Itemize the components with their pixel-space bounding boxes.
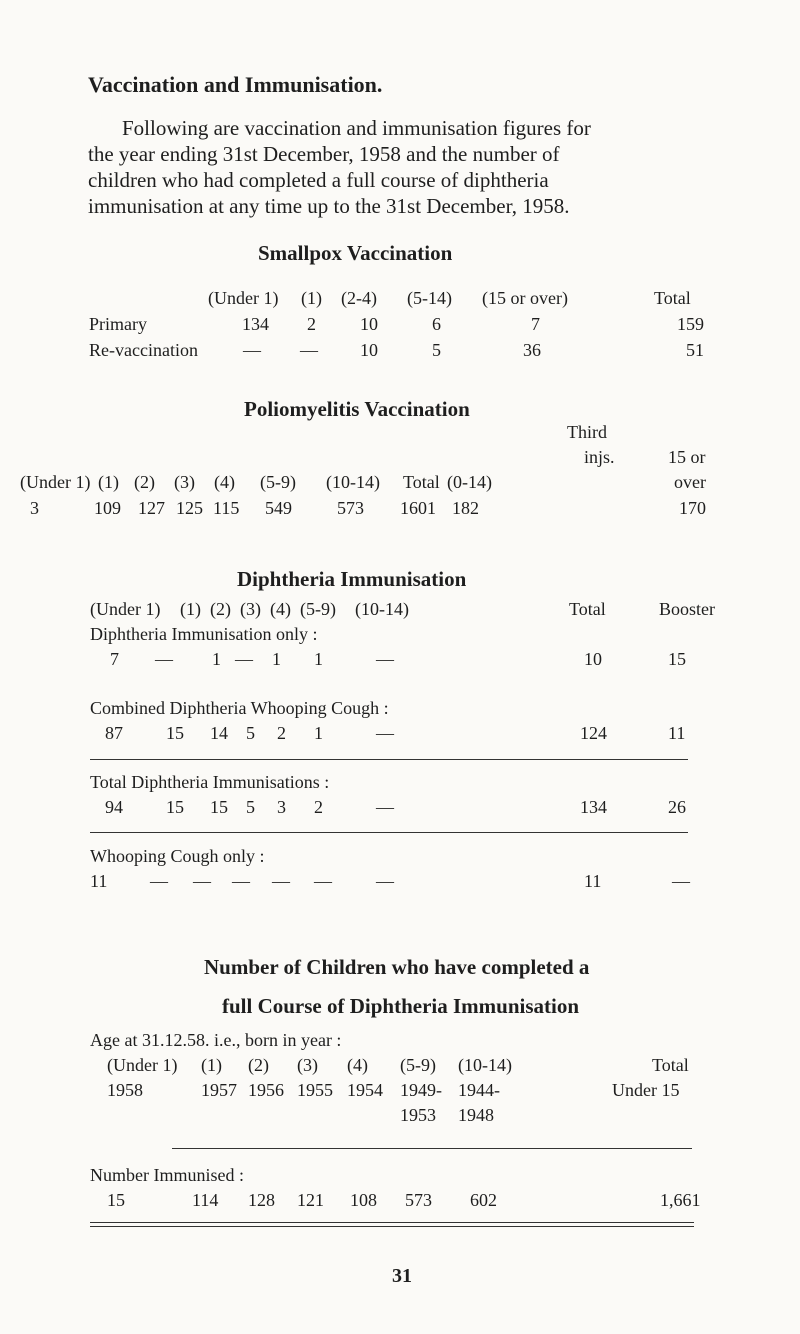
- polio-header: over: [674, 472, 706, 492]
- group-label: Total Diphtheria Immunisations :: [90, 772, 330, 792]
- cell: —: [150, 871, 168, 891]
- polio-header: 15 or: [668, 447, 706, 467]
- diphtheria-header: (10-14): [355, 599, 409, 619]
- cell: 10: [584, 649, 602, 669]
- cell: —: [193, 871, 211, 891]
- smallpox-header: (Under 1): [208, 288, 279, 308]
- cell: 115: [213, 498, 240, 518]
- diphtheria-header: Booster: [659, 599, 715, 619]
- polio-header: Total: [403, 472, 440, 492]
- cell: 3: [277, 797, 286, 817]
- cell: 109: [94, 498, 121, 518]
- cell: 10: [360, 314, 378, 334]
- diphtheria-heading: Diphtheria Immunisation: [237, 567, 467, 591]
- cell: 1949-: [400, 1080, 442, 1100]
- cell: 121: [297, 1190, 324, 1210]
- completed-header: (3): [297, 1055, 318, 1075]
- cell: 14: [210, 723, 228, 743]
- polio-header: (Under 1): [20, 472, 91, 492]
- polio-heading: Poliomyelitis Vaccination: [244, 397, 470, 421]
- cell: 134: [242, 314, 269, 334]
- cell: 1953: [400, 1105, 436, 1125]
- completed-header: (4): [347, 1055, 368, 1075]
- smallpox-header: (2-4): [341, 288, 377, 308]
- cell: 15: [668, 649, 686, 669]
- cell: 127: [138, 498, 165, 518]
- cell: 128: [248, 1190, 275, 1210]
- diphtheria-header: (2): [210, 599, 231, 619]
- cell: 1601: [400, 498, 436, 518]
- cell: 1954: [347, 1080, 383, 1100]
- age-label: Age at 31.12.58. i.e., born in year :: [90, 1030, 342, 1050]
- cell: 1: [314, 649, 323, 669]
- cell: —: [314, 871, 332, 891]
- cell: 87: [105, 723, 123, 743]
- divider: [172, 1148, 692, 1149]
- cell: 1955: [297, 1080, 333, 1100]
- cell: 15: [166, 797, 184, 817]
- cell: 15: [210, 797, 228, 817]
- completed-header: (Under 1): [107, 1055, 178, 1075]
- cell: 5: [246, 797, 255, 817]
- divider: [90, 832, 688, 833]
- cell: 94: [105, 797, 123, 817]
- cell: 1957: [201, 1080, 237, 1100]
- cell: —: [232, 871, 250, 891]
- diphtheria-header: (4): [270, 599, 291, 619]
- cell: 159: [677, 314, 704, 334]
- completed-heading-line-2: full Course of Diphtheria Immunisation: [222, 994, 580, 1018]
- cell: 1956: [248, 1080, 284, 1100]
- polio-header: (1): [98, 472, 119, 492]
- cell: 1: [212, 649, 221, 669]
- divider: [90, 759, 688, 760]
- cell: —: [300, 340, 318, 360]
- diphtheria-header: (Under 1): [90, 599, 161, 619]
- cell: 108: [350, 1190, 377, 1210]
- polio-header: injs.: [584, 447, 615, 467]
- polio-header: (0-14): [447, 472, 492, 492]
- divider: [90, 1226, 694, 1227]
- cell: 602: [470, 1190, 497, 1210]
- polio-header: (5-9): [260, 472, 296, 492]
- intro-line-3: children who had completed a full course of diphtheria: [88, 168, 549, 192]
- cell: 124: [580, 723, 607, 743]
- cell: 1944-: [458, 1080, 500, 1100]
- cell: 170: [679, 498, 706, 518]
- cell: 2: [277, 723, 286, 743]
- cell: —: [243, 340, 261, 360]
- immunised-label: Number Immunised :: [90, 1165, 244, 1185]
- polio-header: (4): [214, 472, 235, 492]
- smallpox-header: (5-14): [407, 288, 452, 308]
- cell: 5: [246, 723, 255, 743]
- cell: 1: [272, 649, 281, 669]
- row-label: Re-vaccination: [89, 340, 198, 360]
- polio-header: Third: [567, 422, 607, 442]
- group-label: Whooping Cough only :: [90, 846, 265, 866]
- cell: 3: [30, 498, 39, 518]
- cell: 573: [405, 1190, 432, 1210]
- cell: 15: [107, 1190, 125, 1210]
- cell: —: [376, 797, 394, 817]
- diphtheria-header: Total: [569, 599, 606, 619]
- cell: 549: [265, 498, 292, 518]
- smallpox-header: (15 or over): [482, 288, 568, 308]
- cell: 1948: [458, 1105, 494, 1125]
- page-title: Vaccination and Immunisation.: [88, 72, 383, 97]
- completed-heading-line-1: Number of Children who have completed a: [204, 955, 590, 979]
- cell: 125: [176, 498, 203, 518]
- cell: 2: [307, 314, 316, 334]
- diphtheria-header: (5-9): [300, 599, 336, 619]
- cell: —: [235, 649, 253, 669]
- cell: 10: [360, 340, 378, 360]
- diphtheria-header: (1): [180, 599, 201, 619]
- intro-line-4: immunisation at any time up to the 31st December, 1958.: [88, 194, 570, 218]
- cell: 182: [452, 498, 479, 518]
- intro-line-2: the year ending 31st December, 1958 and the number of: [88, 142, 560, 166]
- row-label: Primary: [89, 314, 147, 334]
- smallpox-heading: Smallpox Vaccination: [258, 241, 453, 265]
- intro-line-1: Following are vaccination and immunisation figures for: [122, 116, 591, 140]
- polio-header: (10-14): [326, 472, 380, 492]
- cell: —: [376, 649, 394, 669]
- cell: 1,661: [660, 1190, 701, 1210]
- cell: 134: [580, 797, 607, 817]
- smallpox-header: (1): [301, 288, 322, 308]
- cell: 1958: [107, 1080, 143, 1100]
- cell: 15: [166, 723, 184, 743]
- cell: 5: [432, 340, 441, 360]
- cell: —: [155, 649, 173, 669]
- polio-header: (3): [174, 472, 195, 492]
- smallpox-header: Total: [654, 288, 691, 308]
- cell: 1: [314, 723, 323, 743]
- diphtheria-header: (3): [240, 599, 261, 619]
- cell: 11: [584, 871, 602, 891]
- cell: 2: [314, 797, 323, 817]
- cell: 573: [337, 498, 364, 518]
- cell: 11: [668, 723, 686, 743]
- cell: —: [672, 871, 690, 891]
- cell: Under 15: [612, 1080, 680, 1100]
- cell: 114: [192, 1190, 219, 1210]
- cell: 51: [686, 340, 704, 360]
- cell: —: [272, 871, 290, 891]
- completed-header: (10-14): [458, 1055, 512, 1075]
- cell: —: [376, 723, 394, 743]
- cell: 7: [531, 314, 540, 334]
- group-label: Diphtheria Immunisation only :: [90, 624, 318, 644]
- page-number: 31: [392, 1265, 412, 1287]
- cell: 36: [523, 340, 541, 360]
- completed-header: Total: [652, 1055, 689, 1075]
- cell: 26: [668, 797, 686, 817]
- cell: 7: [110, 649, 119, 669]
- divider: [90, 1222, 694, 1223]
- cell: —: [376, 871, 394, 891]
- completed-header: (2): [248, 1055, 269, 1075]
- completed-header: (5-9): [400, 1055, 436, 1075]
- group-label: Combined Diphtheria Whooping Cough :: [90, 698, 389, 718]
- completed-header: (1): [201, 1055, 222, 1075]
- cell: 11: [90, 871, 108, 891]
- polio-header: (2): [134, 472, 155, 492]
- cell: 6: [432, 314, 441, 334]
